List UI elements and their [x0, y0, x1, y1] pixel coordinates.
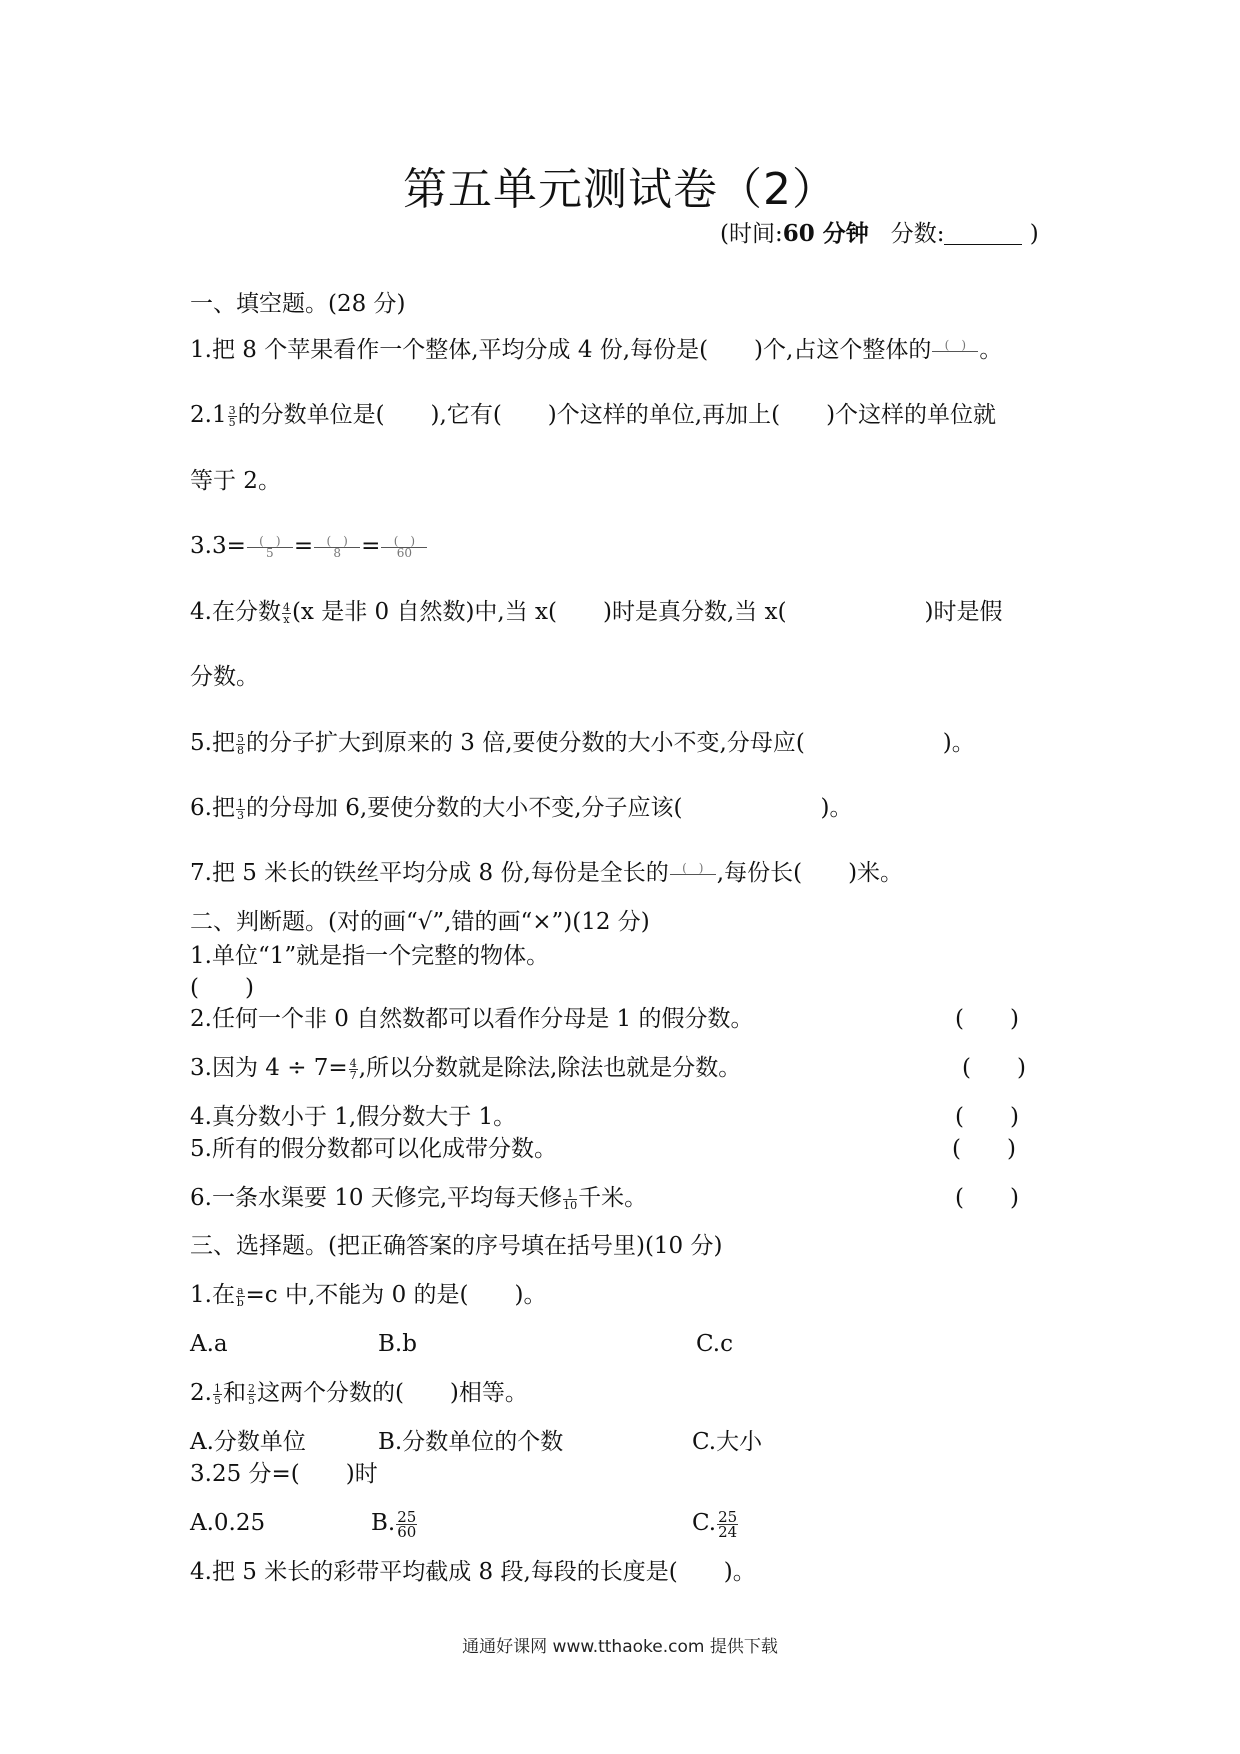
fill-q4-cont: 分数。 — [190, 664, 259, 690]
fill-q1 — [190, 334, 1002, 366]
fill-q7-end: ,每份长( )米。 — [716, 860, 904, 886]
fill-q4-pre: 4.在分数 — [190, 599, 281, 625]
option-b-label: B. — [371, 1510, 396, 1536]
fill-q2-cont: 等于 2。 — [190, 468, 281, 494]
judge-q3-pre: 3.因为 4 ÷ 7= — [190, 1055, 348, 1081]
score-label: 分数: — [890, 221, 945, 247]
fraction: $\frac{1}{5}$ — [213, 1381, 221, 1407]
equals: = — [361, 533, 381, 559]
judge-q1-answer[interactable]: ( ) — [190, 975, 254, 1001]
fraction-blank[interactable]: ( ) — [932, 340, 978, 363]
judge-q5: 5.所有的假分数都可以化成带分数。 — [190, 1136, 557, 1162]
choice-q1-option-b[interactable]: B.b — [378, 1331, 417, 1357]
choice-q4: 4.把 5 米长的彩带平均截成 8 段,每段的长度是( )。 — [190, 1559, 756, 1585]
judge-q4-answer[interactable]: ( ) — [955, 1104, 1019, 1130]
fraction-blank[interactable]: ( ) 5 — [247, 536, 293, 559]
choice-q2 — [190, 1377, 528, 1409]
judge-q4: 4.真分数小于 1,假分数大于 1。 — [190, 1104, 517, 1130]
fraction: $\frac{3}{5}$ — [228, 403, 236, 429]
fraction-blank[interactable]: ( ) 8 — [314, 536, 360, 559]
choice-q2-option-c[interactable]: C.大小 — [692, 1429, 763, 1455]
choice-q2-text: 这两个分数的( )相等。 — [256, 1380, 528, 1406]
judge-q6-text: 千米。 — [578, 1185, 648, 1211]
fraction: $\frac{5}{8}$ — [236, 731, 244, 757]
fraction: $\frac{1}{3}$ — [236, 796, 244, 822]
fill-q7 — [190, 857, 903, 889]
fill-q6-pre: 6.把 — [190, 795, 235, 821]
choice-q1-text: =c 中,不能为 0 的是( )。 — [245, 1282, 547, 1308]
fill-q4 — [190, 596, 1003, 628]
choice-q1-option-a[interactable]: A.a — [190, 1331, 228, 1357]
choice-q2-pre: 2. — [190, 1380, 212, 1406]
section-fill-heading: 一、填空题。(28 分) — [190, 291, 406, 317]
judge-q1: 1.单位“1”就是指一个完整的物体。 — [190, 943, 550, 969]
choice-q3-option-b[interactable] — [371, 1507, 418, 1539]
judge-q3 — [190, 1052, 741, 1084]
choice-q3: 3.25 分=( )时 — [190, 1461, 378, 1487]
fraction: $\frac{4}{7}$ — [349, 1056, 357, 1082]
choice-q1-option-c[interactable]: C.c — [696, 1331, 733, 1357]
page-title: 第五单元测试卷（2） — [403, 164, 837, 215]
fill-q3 — [190, 530, 428, 562]
choice-q2-mid: 和 — [222, 1380, 246, 1406]
fill-q1-text: 1.把 8 个苹果看作一个整体,平均分成 4 份,每份是( )个,占这个整体的 — [190, 337, 932, 363]
meta-close: ) — [1029, 221, 1039, 247]
fraction-blank[interactable]: ( ) 60 — [381, 536, 427, 559]
fill-q7-text: 7.把 5 米长的铁丝平均分成 8 份,每份是全长的 — [190, 860, 669, 886]
judge-q3-answer[interactable]: ( ) — [962, 1055, 1026, 1081]
fill-q4-text: (x 是非 0 自然数)中,当 x( )时是真分数,当 x( )时是假 — [291, 599, 1003, 625]
section-judge-heading: 二、判断题。(对的画“√”,错的画“×”)(12 分) — [190, 909, 650, 935]
fraction: $\frac{4}{x}$ — [282, 600, 290, 626]
fraction: $\frac{a}{b}$ — [236, 1283, 244, 1309]
fill-q6-text: 的分母加 6,要使分数的大小不变,分子应该( )。 — [245, 795, 853, 821]
fraction: $\frac{2}{5}$ — [247, 1381, 255, 1407]
equals: = — [293, 533, 314, 559]
fill-q5-text: 的分子扩大到原来的 3 倍,要使分数的大小不变,分母应( )。 — [245, 730, 975, 756]
fill-q6 — [190, 792, 852, 824]
choice-q1-pre: 1.在 — [190, 1282, 235, 1308]
fill-q3-pre: 3.3= — [190, 533, 246, 559]
time-limit: 60 分钟 — [782, 220, 869, 247]
judge-q3-text: ,所以分数就是除法,除法也就是分数。 — [358, 1055, 742, 1081]
judge-q6 — [190, 1182, 647, 1214]
choice-q2-option-b[interactable]: B.分数单位的个数 — [378, 1429, 564, 1455]
score-blank[interactable] — [944, 222, 1022, 245]
fill-q5-pre: 5.把 — [190, 730, 235, 756]
option-c-label: C. — [692, 1510, 717, 1536]
fraction: $\frac{25}{24}$ — [718, 1507, 738, 1541]
fill-q2 — [190, 399, 996, 431]
choice-q3-option-c[interactable] — [692, 1507, 739, 1539]
judge-q2-answer[interactable]: ( ) — [955, 1006, 1019, 1032]
judge-q6-pre: 6.一条水渠要 10 天修完,平均每天修 — [190, 1185, 563, 1211]
fraction: $\frac{25}{60}$ — [397, 1507, 417, 1541]
judge-q2: 2.任何一个非 0 自然数都可以看作分母是 1 的假分数。 — [190, 1006, 754, 1032]
fraction: $\frac{1}{10}$ — [563, 1186, 578, 1212]
fill-q5 — [190, 727, 975, 759]
fill-q2-text: 的分数单位是( ),它有( )个这样的单位,再加上( )个这样的单位就 — [237, 402, 997, 428]
fill-q2-pre: 2.1 — [190, 402, 227, 428]
choice-q3-option-a[interactable]: A.0.25 — [190, 1510, 266, 1536]
choice-q1 — [190, 1279, 547, 1311]
meta-open: (时间: — [720, 221, 783, 247]
footer-source: 通通好课网 www.tthaoke.com 提供下载 — [462, 1637, 778, 1657]
fill-q1-end: 。 — [979, 337, 1003, 363]
exam-meta — [720, 218, 1039, 250]
judge-q6-answer[interactable]: ( ) — [955, 1185, 1019, 1211]
judge-q5-answer[interactable]: ( ) — [952, 1136, 1016, 1162]
choice-q2-option-a[interactable]: A.分数单位 — [190, 1429, 306, 1455]
fraction-blank[interactable]: ( ) — [670, 863, 716, 886]
section-choice-heading: 三、选择题。(把正确答案的序号填在括号里)(10 分) — [190, 1233, 723, 1259]
